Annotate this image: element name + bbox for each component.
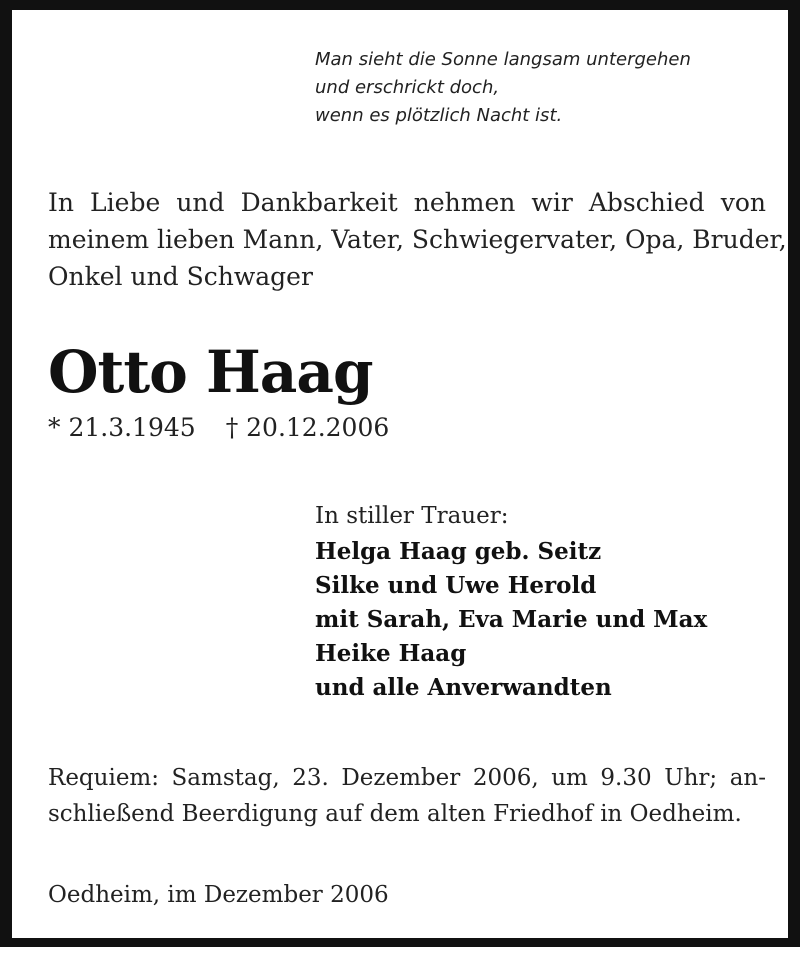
poem-line: Man sieht die Sonne langsam untergehen <box>315 49 691 70</box>
requiem-line: Requiem: Samstag, 23. Dezember 2006, um 9.30 Uhr; an- <box>48 765 766 791</box>
intro-line: Onkel und Schwager <box>48 262 313 291</box>
intro-line: meinem lieben Mann, Vater, Schwiegervater, Opa, Bruder, <box>48 225 787 254</box>
mourner-name: und alle Anverwandten <box>315 674 612 701</box>
poem-quote <box>315 46 691 130</box>
requiem-notice <box>48 760 766 832</box>
poem-line: und erschrickt doch, <box>315 77 500 98</box>
death-date: † 20.12.2006 <box>225 413 390 442</box>
intro-paragraph <box>48 184 787 295</box>
mourner-name: Silke und Uwe Herold <box>315 572 597 599</box>
mourner-name: mit Sarah, Eva Marie und Max <box>315 606 708 633</box>
intro-line: In Liebe und Dankbarkeit nehmen wir Abschied von <box>48 188 766 217</box>
life-dates <box>48 410 389 446</box>
mourners-heading: In stiller Trauer: <box>315 503 509 529</box>
deceased-name: Otto Haag <box>48 338 373 406</box>
birth-date: * 21.3.1945 <box>48 413 196 442</box>
mourners-block <box>315 499 707 705</box>
mourner-name: Heike Haag <box>315 640 467 667</box>
mourner-name: Helga Haag geb. Seitz <box>315 538 602 565</box>
requiem-line: schließend Beerdigung auf dem alten Friedhof in Oedheim. <box>48 801 742 827</box>
poem-line: wenn es plötzlich Nacht ist. <box>315 105 563 126</box>
place-and-date: Oedheim, im Dezember 2006 <box>48 882 389 908</box>
